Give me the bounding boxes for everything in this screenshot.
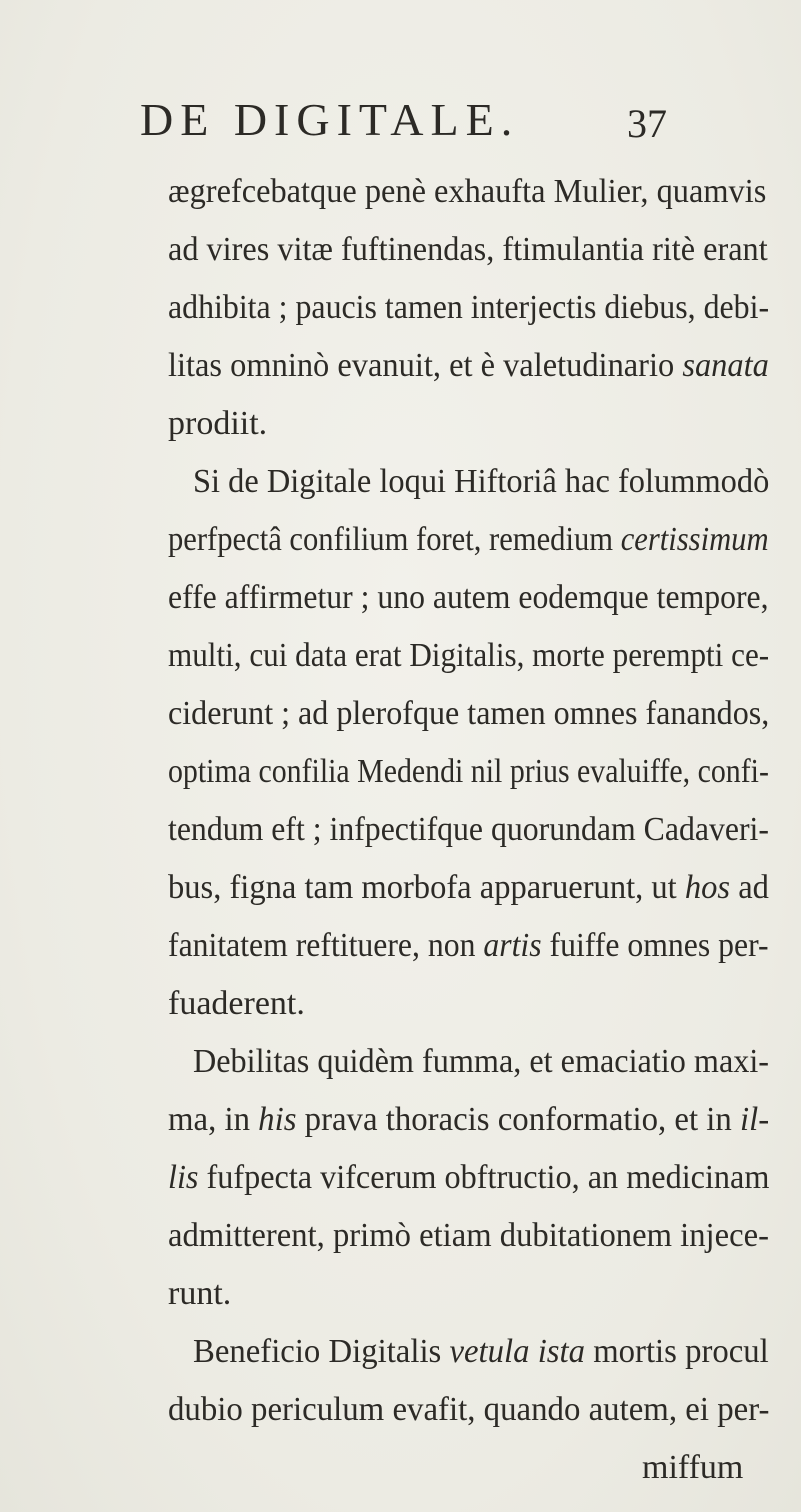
- text-line: [168, 512, 769, 568]
- text-segment: optima confilia Medendi nil prius evaluiffe, confi-: [168, 753, 769, 790]
- text-line: [193, 454, 769, 510]
- text-segment: perfpectâ confilium foret, remedium: [168, 521, 621, 558]
- text-segment: ad vires vitæ fuftinendas, ftimulantia ritè erant: [168, 231, 768, 268]
- text-line: [168, 860, 769, 916]
- text-line: [168, 1092, 769, 1148]
- text-line: [168, 280, 769, 336]
- text-line: [168, 976, 305, 1032]
- text-segment: fuiffe omnes per-: [541, 927, 769, 964]
- text-line: [168, 744, 769, 800]
- text-line: [168, 222, 768, 278]
- italic-text-segment: il-: [740, 1101, 770, 1138]
- text-segment: Beneficio Digitalis: [193, 1333, 450, 1370]
- page-header: [0, 90, 801, 150]
- text-line: [168, 1208, 769, 1264]
- text-segment: ma, in: [168, 1101, 259, 1138]
- italic-text-segment: vetula ista: [449, 1333, 586, 1370]
- text-segment: litas omninò evanuit, et è valetudinario: [168, 347, 683, 384]
- text-line: [168, 1150, 769, 1206]
- italic-text-segment: certissimum: [620, 521, 769, 558]
- italic-text-segment: his: [258, 1101, 297, 1138]
- text-segment: effe affirmetur ; uno autem eodemque tempore,: [168, 579, 769, 616]
- text-line: [168, 396, 267, 452]
- text-line: [168, 164, 766, 220]
- italic-text-segment: lis: [168, 1159, 199, 1196]
- text-line: [168, 628, 769, 684]
- italic-text-segment: sanata: [682, 347, 769, 384]
- text-segment: miffum: [642, 1449, 744, 1486]
- text-line: [168, 338, 769, 394]
- italic-text-segment: artis: [483, 927, 542, 964]
- text-line: [168, 918, 769, 974]
- text-segment: ad: [730, 869, 769, 906]
- text-segment: fanitatem reftituere, non: [168, 927, 484, 964]
- text-segment: runt.: [168, 1275, 232, 1312]
- text-line: [168, 1382, 769, 1438]
- text-line: [193, 1324, 769, 1380]
- text-segment: tendum eft ; infpectifque quorundam Cadaveri-: [168, 811, 769, 848]
- text-line: [642, 1440, 743, 1496]
- text-segment: adhibita ; paucis tamen interjectis diebus, debi-: [168, 289, 770, 326]
- text-segment: bus, figna tam morbofa apparuerunt, ut: [168, 869, 685, 906]
- text-line: [168, 1266, 231, 1322]
- text-line: [168, 686, 769, 742]
- text-segment: mortis procul: [585, 1333, 769, 1370]
- text-line: [193, 1034, 769, 1090]
- text-segment: admitterent, primò etiam dubitationem injece-: [168, 1217, 769, 1254]
- text-segment: ægrefcebatque penè exhaufta Mulier, quamvis: [168, 173, 767, 210]
- text-segment: multi, cui data erat Digitalis, morte perempti ce-: [168, 637, 770, 674]
- italic-text-segment: hos: [684, 869, 731, 906]
- text-segment: ciderunt ; ad plerofque tamen omnes fanandos,: [168, 695, 770, 732]
- text-segment: Debilitas quidèm fumma, et emaciatio maxi-: [193, 1043, 770, 1080]
- running-title: DE DIGITALE.: [140, 94, 520, 145]
- text-segment: prava thoracis conformatio, et in: [296, 1101, 741, 1138]
- page-number: 37: [627, 101, 667, 146]
- text-segment: fufpecta vifcerum obftructio, an medicinam: [198, 1159, 770, 1196]
- text-line: [168, 802, 769, 858]
- text-segment: dubio periculum evafit, quando autem, ei per-: [168, 1391, 770, 1428]
- text-segment: prodiit.: [168, 405, 268, 442]
- text-segment: fuaderent.: [168, 985, 305, 1022]
- text-segment: Si de Digitale loqui Hiftoriâ hac folummodò: [193, 463, 770, 500]
- text-line: [168, 570, 769, 626]
